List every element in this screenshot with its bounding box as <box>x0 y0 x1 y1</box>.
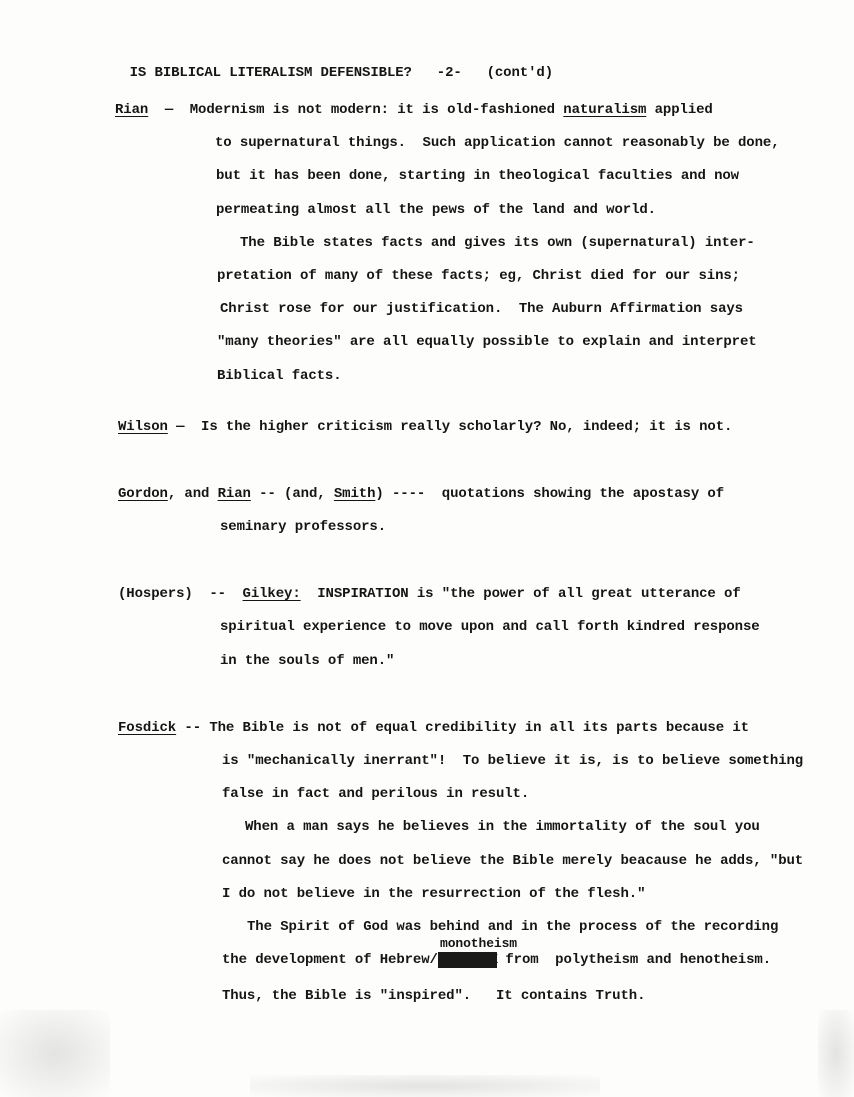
text-segment: -- The Bible is not of equal credibility in all its parts because it <box>176 720 749 736</box>
text-segment: but it has been done, starting in theological faculties and now <box>216 168 739 184</box>
underlined-name: Smith <box>333 486 376 502</box>
text-segment: false in fact and perilous in result. <box>222 786 530 802</box>
text-line <box>220 618 760 636</box>
underlined-name: Rian <box>115 102 149 118</box>
text-segment: The Spirit of God was behind and in the process of the recording <box>247 919 779 935</box>
text-line <box>247 918 778 936</box>
paper-smudge <box>250 1075 600 1097</box>
struck-out-word: XXXXXXXX <box>437 952 498 968</box>
underlined-name: naturalism <box>563 102 647 118</box>
text-segment: INSPIRATION is "the power of all great utterance of <box>300 586 741 602</box>
text-segment: -- (and, <box>250 486 334 502</box>
text-line <box>220 300 743 318</box>
text-segment: (Hospers) -- <box>118 586 243 602</box>
text-line <box>222 785 529 803</box>
text-line <box>216 201 656 219</box>
underlined-name: Fosdick <box>118 720 177 736</box>
text-line <box>217 267 740 285</box>
text-segment: The Bible states facts and gives its own (supernatural) inter- <box>240 235 755 251</box>
text-segment: the development of Hebrew/ <box>222 952 438 968</box>
text-line <box>118 585 741 603</box>
text-segment: seminary professors. <box>220 519 387 535</box>
text-segment: ) ---- quotations showing the apostasy of <box>375 486 725 502</box>
underlined-name: Wilson <box>118 419 168 435</box>
text-segment: to supernatural things. Such application cannot reasonably be done, <box>215 135 780 151</box>
text-line <box>217 333 757 351</box>
text-segment: Biblical facts. <box>217 368 342 384</box>
text-line <box>220 518 386 536</box>
text-segment: permeating almost all the pews of the land and world. <box>216 202 656 218</box>
text-segment: Christ rose for our justification. The Auburn Affirmation says <box>220 301 743 317</box>
text-line <box>115 101 713 119</box>
text-segment: monotheism <box>440 936 518 951</box>
text-line <box>222 852 803 870</box>
text-segment: pretation of many of these facts; eg, Christ died for our sins; <box>217 268 740 284</box>
text-line <box>118 719 749 737</box>
document-header <box>113 46 553 82</box>
text-line <box>118 418 732 436</box>
text-segment: , and <box>167 486 218 502</box>
text-segment: from polytheism and henotheism. <box>497 952 772 968</box>
paper-smudge <box>0 1010 110 1097</box>
text-segment: When a man says he believes in the immortality of the soul you <box>245 819 760 835</box>
underlined-name: Gordon <box>118 486 168 502</box>
text-segment: — Is the higher criticism really scholarly? No, indeed; it is not. <box>167 419 733 435</box>
document-title: IS BIBLICAL LITERALISM DEFENSIBLE? <box>129 65 412 81</box>
text-segment: spiritual experience to move upon and call forth kindred response <box>220 619 760 635</box>
text-line <box>222 987 645 1005</box>
text-line <box>217 367 342 385</box>
text-segment: Thus, the Bible is "inspired". It contains Truth. <box>222 988 646 1004</box>
text-line <box>216 167 739 185</box>
page-number: -2- <box>436 65 462 81</box>
text-segment: in the souls of men." <box>220 653 395 669</box>
paper-smudge <box>818 1010 854 1097</box>
text-segment: cannot say he does not believe the Bible merely beacause he adds, "but <box>222 853 804 869</box>
text-line <box>240 234 755 252</box>
text-segment: "many theories" are all equally possible to explain and interpret <box>217 334 757 350</box>
text-line <box>215 134 780 152</box>
text-segment: I do not believe in the resurrection of the flesh." <box>222 886 646 902</box>
text-line <box>222 951 771 969</box>
text-segment: is "mechanically inerrant"! To believe it is, is to believe something <box>222 753 804 769</box>
underlined-name: Rian <box>217 486 251 502</box>
text-line <box>220 652 394 670</box>
continued-label: (cont'd) <box>486 65 553 81</box>
text-segment: — Modernism is not modern: it is old-fashioned <box>148 102 564 118</box>
underlined-name: Gilkey: <box>242 586 301 602</box>
text-segment: applied <box>646 102 713 118</box>
text-line <box>245 818 760 836</box>
text-line <box>222 752 803 770</box>
text-line <box>222 885 645 903</box>
text-line <box>118 485 724 503</box>
